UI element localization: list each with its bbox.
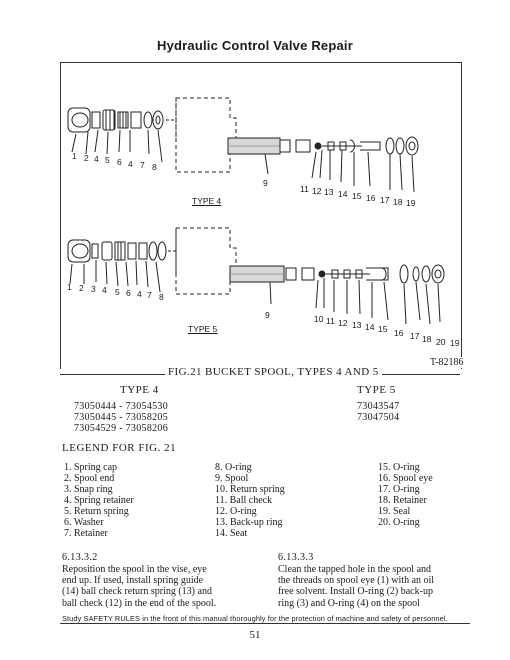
part-number: 73047504: [357, 412, 400, 423]
type5-right-callouts: [314, 314, 464, 354]
legend-heading: LEGEND FOR FIG. 21: [62, 442, 177, 454]
callout: 4: [94, 154, 99, 164]
legend-item: 10. Return spring: [215, 484, 285, 495]
figure-caption: FIG.21 BUCKET SPOOL, TYPES 4 AND 5: [165, 366, 382, 378]
legend-item: 11. Ball check: [215, 495, 273, 506]
callout: 7: [140, 160, 145, 170]
text-line: Reposition the spool in the vise, eye: [62, 564, 207, 575]
callout: 15: [352, 191, 362, 201]
callout: 19: [406, 198, 416, 208]
callout: 12: [312, 186, 322, 196]
callout: 13: [352, 320, 362, 330]
legend-column-1: [64, 462, 134, 539]
footer-rule: [60, 623, 470, 624]
callout: 13: [324, 187, 334, 197]
type4-center-callout: 9: [263, 178, 268, 188]
text-line: Clean the tapped hole in the spool and: [278, 564, 432, 575]
legend-item: 20. O-ring: [378, 517, 420, 528]
part-number: 73043547: [357, 401, 400, 412]
callout: 4: [128, 159, 133, 169]
callout: 18: [393, 197, 403, 207]
callout: 16: [366, 193, 376, 203]
type5-heading: TYPE 5: [357, 384, 396, 396]
callout: 1: [72, 151, 77, 161]
callout: 11: [326, 316, 335, 326]
legend-item: 2. Spool end: [64, 473, 115, 484]
legend-item: 14. Seat: [215, 528, 248, 539]
legend-item: 3. Snap ring: [64, 484, 113, 495]
callout: 3: [91, 284, 96, 294]
type5-left-parts: [68, 240, 178, 262]
section-heading-left: 6.13.3.2: [62, 552, 98, 563]
legend-item: 18. Retainer: [378, 495, 427, 506]
legend-item: 4. Spring retainer: [64, 495, 134, 506]
type5-callouts: [67, 282, 317, 306]
legend-column-2: [215, 462, 285, 539]
callout: 6: [126, 288, 131, 298]
legend-item: 16. Spool eye: [378, 473, 433, 484]
text-line: end up. If used, install spring guide: [62, 575, 204, 587]
callout: 8: [152, 162, 157, 172]
part-number: 73054529 - 73058206: [74, 423, 169, 434]
text-line: the threads on spool eye (1) with an oil: [278, 575, 435, 587]
callout: 18: [422, 334, 432, 344]
legend-item: 1. Spring cap: [64, 462, 118, 473]
callout: 2: [84, 153, 89, 163]
legend-item: 6. Washer: [64, 517, 104, 528]
type4-part-numbers: [74, 401, 168, 434]
type5-part-numbers: [357, 401, 399, 423]
legend-item: 5. Return spring: [64, 506, 129, 517]
callout: 4: [102, 285, 107, 295]
type4-heading: TYPE 4: [120, 384, 159, 396]
section-text-left: [62, 564, 216, 609]
legend-column-3: [378, 462, 433, 528]
callout: 6: [117, 157, 122, 167]
callout: 5: [115, 287, 120, 297]
text-line: (14) ball check return spring (13) and: [62, 586, 212, 598]
callout: 4: [137, 289, 142, 299]
callout: 20: [436, 337, 446, 347]
legend-item: 12. O-ring: [215, 506, 257, 517]
callout: 12: [338, 318, 348, 328]
type5-label: TYPE 5: [188, 324, 218, 334]
text-line: ball check (12) in the end of the spool.: [62, 597, 217, 609]
figure-ref-number: T-82186: [430, 357, 464, 368]
callout: 5: [105, 155, 110, 165]
text-line: ring (3) and O-ring (4) on the spool: [278, 597, 420, 609]
legend-item: 8. O-ring: [215, 462, 252, 473]
callout: 17: [410, 331, 420, 341]
callout: 2: [79, 283, 84, 293]
legend-item: 9. Spool: [215, 473, 249, 484]
safety-footer: Study SAFETY RULES in the front of this manual thoroughly for the protection of machine and safety of personnel.: [62, 614, 448, 623]
page-title: Hydraulic Control Valve Repair: [156, 38, 353, 53]
legend-item: 19. Seal: [378, 506, 411, 517]
callout: 11: [300, 184, 309, 194]
callout: 10: [314, 314, 324, 324]
type4-left-parts: [68, 108, 176, 132]
section-text-right: [278, 564, 434, 609]
section-heading-right: 6.13.3.3: [278, 552, 314, 563]
type4-label: TYPE 4: [192, 196, 222, 206]
legend-item: 7. Retainer: [64, 528, 108, 539]
callout: 16: [394, 328, 404, 338]
callout: 17: [380, 195, 390, 205]
callout: 8: [159, 292, 164, 302]
legend-item: 13. Back-up ring: [215, 517, 283, 528]
type4-callouts: [72, 150, 322, 174]
callout: 15: [378, 324, 388, 334]
callout: 19: [450, 338, 460, 348]
callout: 14: [365, 322, 375, 332]
text-line: free solvent. Install O-ring (2) back-up: [278, 586, 433, 598]
callout: 7: [147, 290, 152, 300]
callout: 1: [67, 282, 72, 292]
legend-item: 15. O-ring: [378, 462, 420, 473]
type4-right-callouts: [300, 184, 460, 214]
type5-center-callout: 9: [265, 310, 270, 320]
legend-item: 17. O-ring: [378, 484, 420, 495]
callout: 14: [338, 189, 348, 199]
part-number: 73050445 - 73058205: [74, 412, 169, 423]
page-number: 51: [249, 629, 261, 641]
part-number: 73050444 - 73054530: [74, 401, 169, 412]
